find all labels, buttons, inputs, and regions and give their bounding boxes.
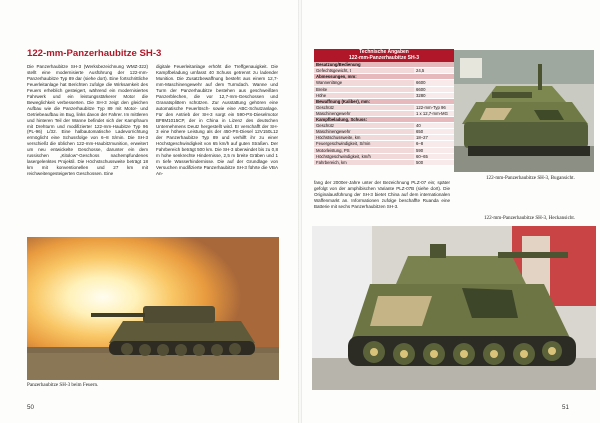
spec-value: 6–8 bbox=[414, 141, 454, 147]
spec-table-title-1: Technische Angaben bbox=[359, 49, 409, 55]
spec-label: Motorleistung, PS bbox=[314, 147, 414, 153]
spec-value: 40 bbox=[414, 123, 454, 129]
spec-label: Wannenlänge bbox=[314, 80, 414, 86]
continued-text-body: fang der 2000er-Jahre unter der Bezeichnung PLZ-07 ein; später gefolgt von der amphibischen Variante PLZ-07B (siehe dort). Die Originalausführung der SH-3 bietet China auf dem internationalen Waffenmarkt an. Informationen zufolge beschaffte Ruanda eine Batterie mit sechs Panzerhaubitzen SH-3. bbox=[314, 180, 450, 209]
spec-label: Maschinengewehr bbox=[314, 110, 414, 116]
rear-view-photo bbox=[312, 226, 596, 390]
spec-label: Besatzung/Bedienung bbox=[314, 62, 414, 68]
spec-value: 590 bbox=[414, 147, 454, 153]
spec-label: Gefechtsgewicht, t bbox=[314, 68, 414, 74]
right-page bbox=[302, 0, 600, 423]
section-title: 122-mm-Panzerhaubitze SH-3 bbox=[27, 48, 162, 59]
spec-label: Breite bbox=[314, 86, 414, 92]
text-column-1 bbox=[27, 64, 148, 222]
text-column-2 bbox=[156, 64, 278, 222]
spec-table-body bbox=[314, 62, 454, 165]
front-view-caption: 122-mm-Panzerhaubitze SH-3, Bugansicht. bbox=[486, 175, 575, 181]
spec-label: Geschütz bbox=[314, 104, 414, 110]
spec-label: Höhe bbox=[314, 92, 414, 98]
spec-value: 6600 bbox=[414, 86, 454, 92]
front-view-image bbox=[454, 50, 594, 172]
column-2-text: digitale Feuerleitanlage erhöht die Treffgenauigkeit. Die Kampfbeladung umfasst 40 Schuss getrennt zu ladender Munition. Die Zusatzbewaffnung besteht aus einem 12,7-mm-Maschinengewehr auf dem Turmdach. Wanne und Turm der Panzerhaubitze bestehen aus geschweißten Panzerblechen, die vor 12,7-mm-Geschossen und Granatsplittern schützen. Zur Ausstattung gehören eine automatische Feuerlösch- sowie eine ABC-Schutzanlage. Für den Antrieb der SH-3 sorgt ein 590-PS-Dieselmotor BF8M1015CP, der in China in Lizenz des deutschen Unternehmens Deutz hergestellt wird. Er verschafft der SH-3 eine höhere Leistung als der 450-PS-Diesel 12V150L12 der Panzerhaubitze Typ 89 und verhilft ihr zu einer Höchstgeschwindigkeit von 65 km/h auf guten Straßen. Der Fahrbereich beträgt 500 km. Die SH-3 überwindet bis zu 0,8 m hohe senkrechte Hindernisse, 2,5 m breite Gräben und 1 m tiefe Wasserhindernisse. Die auf der Grundlage von Versuchen modifizierte Panzerhaubitze SH-3 führte die VBA An- bbox=[156, 64, 278, 177]
page-number-right: 51 bbox=[562, 404, 569, 411]
spec-label: Fahrbereich, km bbox=[314, 159, 414, 165]
spec-value: 1 x 12,7-mm-MG bbox=[414, 110, 454, 116]
left-page bbox=[0, 0, 298, 423]
firing-photo-caption: Panzerhaubitze SH-3 beim Feuern. bbox=[27, 382, 99, 388]
spec-value: 24,5 bbox=[414, 68, 454, 74]
spec-row bbox=[314, 159, 454, 165]
spec-value: 60–65 bbox=[414, 153, 454, 159]
rear-view-caption: 122-mm-Panzerhaubitze SH-3, Heckansicht. bbox=[484, 215, 576, 221]
spec-label: Geschütz bbox=[314, 123, 414, 129]
spec-value: 650 bbox=[414, 129, 454, 135]
rear-view-image bbox=[312, 226, 596, 390]
spec-label: Maschinengewehr bbox=[314, 129, 414, 135]
firing-photo bbox=[27, 237, 279, 380]
spec-table-header bbox=[314, 49, 454, 62]
spec-value: 18–27 bbox=[414, 135, 454, 141]
spec-value: 3280 bbox=[414, 92, 454, 98]
spec-label: Höchstschussweite, km bbox=[314, 135, 414, 141]
spec-label: Kampfbeladung, Schuss: bbox=[314, 117, 414, 123]
continued-text bbox=[314, 180, 450, 210]
spec-table bbox=[314, 49, 454, 166]
column-1-text: Die Panzerhaubitze SH-3 (Werksbezeichnung WMZ-322) stellt eine modernisierte Ausführung der 122-mm-Panzerhaubitze Typ 89 dar (siehe dort). Eine fortschrittliche Feuerleitanlage hat Berichten zufolge die Wirksamkeit des Feuers erheblich gesteigert, während ein modernisiertes Fahrwerk und ein leistungsstärkerer Motor die Beweglichkeit verbesserten. Die SH-3 zeigt den gleichen Aufbau wie die Panzerhaubitze Typ 89 mit Motor- und Getriebeaufbau im Bug, links davon der Fahrer. Im mittleren und hinteren Teil der Wanne befindet sich der Kampfraum mit Drehturm und modifizierter 122-mm-Haubitze Typ 96 (PL-96) L/32. Eine halbautomatische Ladevorrichtung ermöglicht eine Schussfolge von 6–8 S/min. Die SH-3 verschießt die üblichen 122-mm-Haubitzmunition, erweitert um neu entwickelte Geschosse, darunter ein dem russischen „Kitolow“-Geschoss nachempfundenes lasergelenktes Projektil. Die Höchstschussweite beträgt 18 km mit konventionellen und 27 km mit reichweitengesteigerten Geschossen. Eine bbox=[27, 64, 148, 177]
spec-label: Höchstgeschwindigkeit, km/h bbox=[314, 153, 414, 159]
spec-value: 6600 bbox=[414, 80, 454, 86]
front-view-photo bbox=[454, 50, 594, 172]
firing-photo-image bbox=[27, 237, 279, 380]
spec-table-title-2: 122-mm-Panzerhaubitze SH-3 bbox=[348, 54, 420, 61]
spec-value: 122-mm-Typ 96 bbox=[414, 104, 454, 110]
spec-label: Bewaffnung (Kaliber), mm: bbox=[314, 98, 414, 104]
spec-label: Abmessungen, mm: bbox=[314, 74, 414, 80]
spec-value: 500 bbox=[414, 159, 454, 165]
spec-label: Feuergeschwindigkeit, S/min bbox=[314, 141, 414, 147]
page-number-left: 50 bbox=[27, 404, 34, 411]
